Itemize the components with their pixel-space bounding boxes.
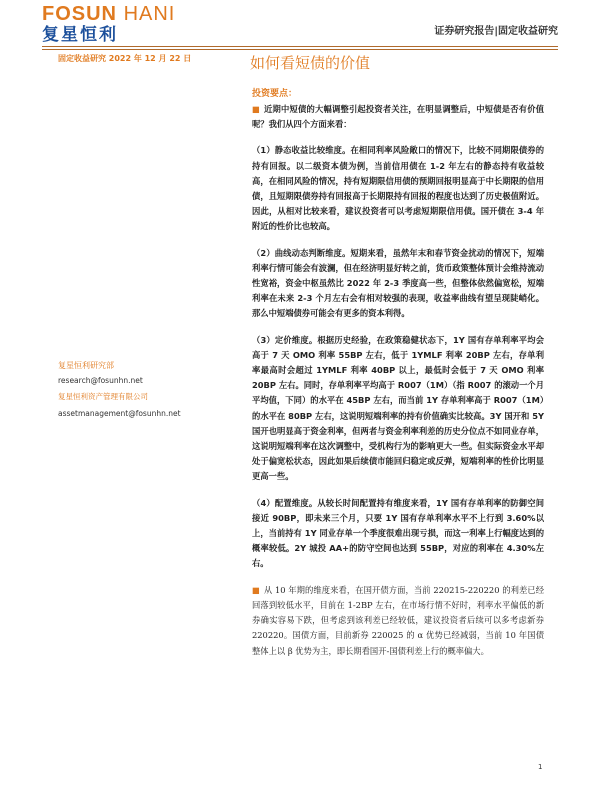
logo-english: FOSUN HANI [42, 3, 176, 25]
header-divider [42, 46, 558, 47]
paragraph-allocation: （4）配置维度。从较长时间配置持有维度来看，1Y 国有存单利率的防御空间接近 90BP，即未来三个月，只要 1Y 国有存单利率水平不上行到 3.60%以上，当前持有 1Y 同业存单一个季度很难出现亏损，而这一利率上行幅度达到的概率较低。2Y 城投 AA+的防守空间也达到 55BP，对应的利率在 4.30%左右。 [252, 497, 544, 569]
main-content [252, 86, 544, 659]
points-label: 投资要点： [252, 89, 298, 99]
bullet-icon: ■ [252, 104, 261, 114]
sidebar-dept-email: assetmanagement@fosunhn.net [58, 409, 181, 418]
report-type: 证券研究报告|固定收益研究 [434, 26, 558, 37]
page-number: 1 [538, 763, 543, 771]
sidebar-dept: 复星恒利资产管理有限公司 [58, 392, 148, 401]
company-logo [42, 4, 175, 45]
paragraph-10y: ■ 从 10 年期的维度来看，在国开债方面，当前 220215-220220 的利差已经回落到较低水平，目前在 1-2BP 左右，在市场行情不好时，利率水平偏低的新券确实容易下跌，但考虑到该利差已经较低，建议投资者后续可以多考虑新券 220220。国债方面，目前新券 220025 的 α 优势已经减弱，当前 10 年国债整体上以 β 优势为主，即长期看国开-国债利差上行的概率偏大。 [252, 584, 544, 656]
bullet-icon: ■ [252, 584, 260, 595]
report-date: 固定收益研究 2022 年 12 月 22 日 [58, 54, 192, 63]
logo-chinese: 复星恒利 [42, 25, 118, 45]
paragraph-static-yield: （1）静态收益比较维度。在相同利率风险敞口的情况下，比较不同期限债券的持有回报。以二级资本债为例，当前信用债在 1-2 年左右的静态持有收益较高，在相同风险的情况，持有短期限信用债的预期回报明显高于中长期限的信用债，且短期限债券持有回报高于长期限持有回报的程度也达到了历史极值附近。因此，从相对比较来看，建议投资者可以考虑短期限信用债。国开债在 3-4 年附近的性价比也较高。 [252, 145, 544, 232]
intro-paragraph: ■ 近期中短债的大幅调整引起投资者关注，在明显调整后，中短债是否有价值呢？我们从四个方面来看： [252, 104, 544, 130]
paragraph-pricing: （3）定价维度。根据历史经验，在政策稳健状态下，1Y 国有存单利率平均会高于 7 天 OMO 利率 55BP 左右，低于 1YMLF 利率 20BP 左右，存单利率最高时会超过 1YMLF 利率 40BP 以上，最低时会低于 7 天 OMO 利率 20BP 左右。同时，存单利率平均高于 R007（1M）（指 R007 的滚动一个月平均值，下同）的水平在 45BP 左右，而当前 1Y 存单利率高于 R007（1M）的水平在 80BP 左右，这说明短端利率的持有价值确实比较高。3Y 国开和 5Y 国开也明显高于资金利率，但两者与资金利率利差的历史分位点不如同业存单，这说明短端利率在这次调整中，受机构行为的影响更大一些。但实际资金水平却处于偏宽松状态，因此如果后续债市能回归稳定或反弹，短端利率的性价比明显更高一些。 [252, 334, 544, 482]
paragraph-curve-dynamics: （2）曲线动态判断维度。短期来看，虽然年末和春节资金扰动的情况下，短端利率行情可能会有波澜，但在经济明显好转之前，货币政策整体预计会维持流动性宽裕，资金中枢虽然比 2022 年 2-3 季度高一些，但整体依然偏宽松，短端利率在未来 2-3 个月左右会有相对较强的表现，收益率曲线有望呈现陡峭化。那么中短端债券可能会有更多的资本利得。 [252, 247, 544, 319]
page-title: 如何看短债的价值 [250, 54, 371, 72]
header-subdivider [42, 49, 558, 50]
sidebar-team-email: research@fosunhn.net [58, 376, 143, 385]
sidebar-team: 复星恒利研究部 [58, 361, 114, 370]
